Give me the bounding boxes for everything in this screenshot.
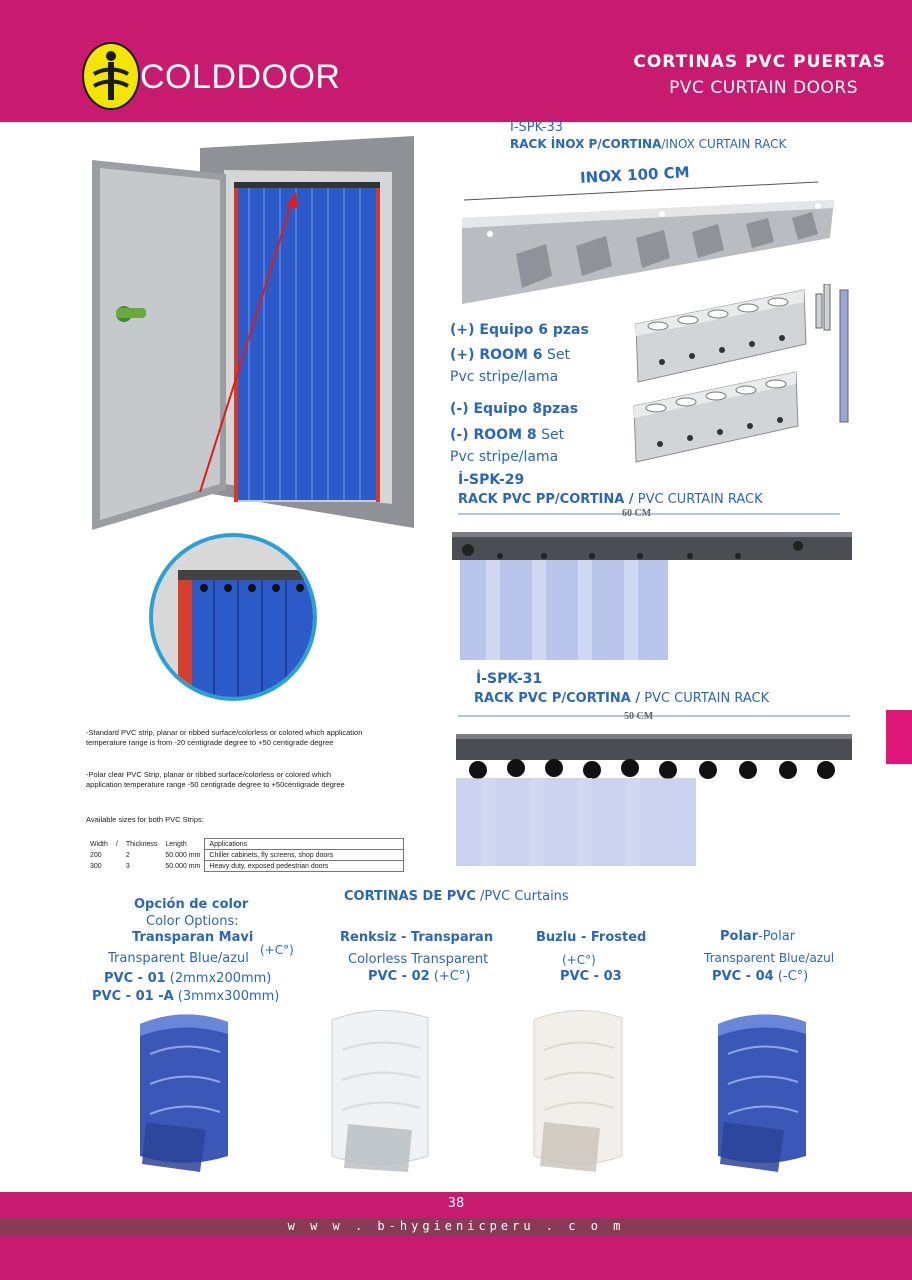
table-header: Thickness [125, 840, 158, 848]
pvc-sizes-table [86, 838, 404, 872]
table-cell: Heavy duty, exposed pedestrian doors [205, 861, 404, 872]
table-header-row [86, 839, 404, 850]
rack-p-image [452, 708, 856, 868]
plus-room-bold: (+) ROOM 6 [450, 347, 543, 363]
minus-room-rest: Set [536, 427, 565, 443]
curtain-roll-polar-image [714, 1004, 810, 1174]
rack-p-name-es: RACK PVC P/CORTINA / [474, 691, 641, 706]
curtain-2-code-bold: PVC - 02 [368, 969, 430, 984]
curtain-1-name: Transparan Mavi [132, 930, 254, 945]
curtain-4-desc: Transparent Blue/azul [704, 951, 835, 965]
plus-room-label [450, 347, 570, 363]
minus-room-label [450, 427, 564, 443]
curtain-roll-blue-image [136, 1004, 232, 1174]
rack-pp-name [458, 492, 763, 507]
table-header: / [115, 840, 118, 848]
curtain-3-name: Buzlu - Frosted [536, 930, 647, 945]
color-option-en: Color Options: [146, 914, 239, 929]
curtain-4-code-bold: PVC - 04 [712, 969, 774, 984]
table-row [86, 850, 404, 861]
table-cell: 200 [90, 851, 102, 859]
curtain-1-temp: (+C°) [260, 943, 294, 957]
table-header: Width [90, 840, 108, 848]
plus-room-rest: Set [542, 347, 570, 363]
rack-pp-dimension: 60 CM [622, 508, 652, 519]
curtain-4-name-rest: -Polar [758, 929, 796, 944]
rack-inox-dimension: INOX 100 CM [579, 163, 691, 187]
curtain-4-name [720, 929, 795, 944]
minus-room-bold: (-) ROOM 8 [450, 427, 537, 443]
rack-pp-name-en: PVC CURTAIN RACK [633, 492, 763, 507]
spec-paragraph-3: Available sizes for both PVC Strips: [86, 815, 204, 824]
spec-paragraph-2: -Polar clear PVC Strip, planar or ribbed surface/colorless or colored which application temperature range -50 centigrade degree to +50centigrade degree [86, 770, 345, 789]
table-cell: 2 [125, 851, 130, 859]
table-cell: 50.000 mm [165, 851, 201, 859]
colddoor-logo-icon [82, 42, 140, 110]
table-cell: Chiller cabinets, fly screens, shop doors [205, 850, 404, 861]
curtain-2-temp: (+C°) [429, 969, 471, 984]
curtains-heading-es: CORTINAS DE PVC [344, 889, 476, 904]
curtain-detail-zoom [148, 532, 318, 702]
rack-inox-name [510, 137, 786, 151]
table-header: Length [165, 840, 187, 848]
rack-inox-name-es: RACK İNOX P/CORTINA [510, 137, 662, 151]
curtain-3-temp: (+C°) [562, 953, 596, 967]
rack-inox-code: İ-SPK-33 [510, 120, 564, 135]
plus-stripe-label: Pvc stripe/lama [450, 369, 559, 385]
table-header: Applications [205, 839, 404, 850]
curtain-1-size1: (2mmx200mm) [165, 971, 272, 986]
curtain-2-code [368, 969, 470, 984]
curtain-2-desc: Colorless Transparent [348, 952, 489, 967]
rack-pp-name-es: RACK PVC PP/CORTINA / [458, 492, 634, 507]
brand-name: COLDDOOR [140, 58, 341, 96]
curtain-1-code2 [92, 989, 279, 1004]
rack-p-code: İ-SPK-31 [476, 671, 543, 687]
section-tab-marker [886, 710, 912, 764]
curtain-1-code1-bold: PVC - 01 [104, 971, 166, 986]
curtain-4-temp: (-C°) [773, 969, 809, 984]
curtain-roll-clear-image [328, 1000, 432, 1176]
curtain-4-code [712, 969, 808, 984]
rack-inox-name-en: /INOX CURTAIN RACK [661, 137, 787, 151]
rack-pp-code: İ-SPK-29 [458, 472, 525, 488]
rack-p-dimension: 50 CM [624, 711, 654, 722]
curtain-1-desc: Transparent Blue/azul [108, 951, 249, 966]
table-cell: 3 [125, 862, 130, 870]
curtain-3-code: PVC - 03 [560, 969, 622, 984]
page-title-en: PVC CURTAIN DOORS [669, 78, 858, 98]
rack-p-name-en: PVC CURTAIN RACK [640, 691, 770, 706]
curtain-roll-frosted-image [530, 1000, 626, 1176]
curtain-4-name-bold: Polar [720, 929, 759, 944]
color-option-es: Opción de color [134, 897, 249, 912]
table-row [86, 861, 404, 872]
minus-equipo-label: (-) Equipo 8pzas [450, 401, 579, 417]
rack-p-name [474, 691, 769, 706]
door-illustration [84, 132, 434, 532]
table-cell: 50.000 mm [165, 862, 201, 870]
curtain-1-code2-bold: PVC - 01 -A [92, 989, 174, 1004]
table-cell: 300 [90, 862, 102, 870]
website-link[interactable]: w w w . b-hygienicperu . c o m [287, 1219, 625, 1233]
curtains-heading-en: /PVC Curtains [475, 889, 569, 904]
page-title-es: CORTINAS PVC PUERTAS [633, 52, 886, 72]
minus-stripe-label: Pvc stripe/lama [450, 449, 559, 465]
page-number: 38 [447, 1196, 465, 1211]
curtain-1-code1 [104, 971, 271, 986]
spec-paragraph-1: -Standard PVC strip, planar or ribbed surface/colorless or colored which application temperature range is from -20 centigrade degree to +50 centigrade degree [86, 728, 363, 747]
plus-equipo-label: (+) Equipo 6 pzas [450, 322, 589, 338]
curtain-2-name: Renksiz - Transparan [340, 930, 494, 945]
curtains-heading [344, 889, 569, 904]
curtain-1-size2: (3mmx300mm) [173, 989, 280, 1004]
rack-pp-image [446, 506, 858, 662]
pvc-clamp-plates-image [628, 284, 852, 470]
